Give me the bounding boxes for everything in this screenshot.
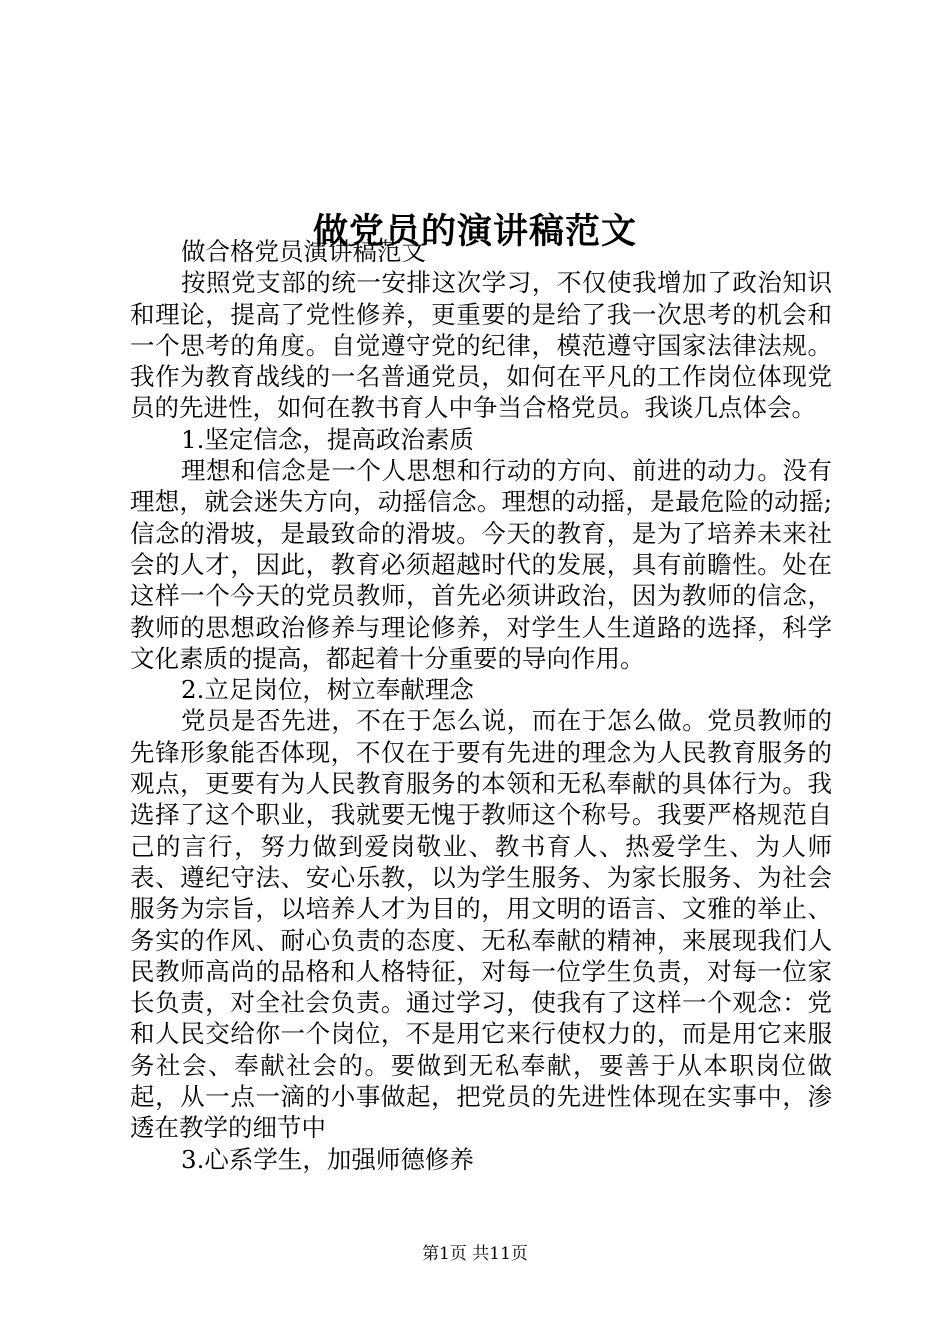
intro-paragraph: 按照党支部的统一安排这次学习，不仅使我增加了政治知识和理论，提高了党性修养，更重要的是给了我一次思考的机会和一个思考的角度。自觉遵守党的纪律，模范遵守国家法律法规。我作为教育战线的一名普通党员，如何在平凡的工作岗位体现党员的先进性，如何在教书育人中争当合格党员。我谈几点体会。 [130, 268, 832, 423]
section-1-paragraph: 理想和信念是一个人思想和行动的方向、前进的动力。没有理想，就会迷失方向，动摇信念。理想的动摇，是最危险的动摇;信念的滑坡，是最致命的滑坡。今天的教育，是为了培养未来社会的人才，因此，教育必须超越时代的发展，具有前瞻性。处在这样一个今天的党员教师，首先必须讲政治，因为教师的信念，教师的思想政治修养与理论修养，对学生人生道路的选择，科学文化素质的提高，都起着十分重要的导向作用。 [130, 456, 832, 673]
section-2-paragraph: 党员是否先进，不在于怎么说，而在于怎么做。党员教师的先锋形象能否体现，不仅在于要有先进的理念为人民教育服务的观点，更要有为人民教育服务的本领和无私奉献的具体行为。我选择了这个职业，我就要无愧于教师这个称号。我要严格规范自己的言行，努力做到爱岗敬业、教书育人、热爱学生、为人师表、遵纪守法、安心乐教，以为学生服务、为家长服务、为社会服务为宗旨，以培养人才为目的，用文明的语言、文雅的举止、务实的作风、耐心负责的态度、无私奉献的精神，来展现我们人民教师高尚的品格和人格特征，对每一位学生负责，对每一位家长负责，对全社会负责。通过学习，使我有了这样一个观念：党和人民交给你一个岗位，不是用它来行使权力的，而是用它来服务社会、奉献社会的。要做到无私奉献，要善于从本职岗位做起，从一点一滴的小事做起，把党员的先进性体现在实事中，渗透在教学的细节中 [130, 706, 832, 1143]
section-heading-3: 3.心系学生，加强师德修养 [181, 1144, 474, 1174]
page-title: 做党员的演讲稿范文 [312, 211, 637, 253]
subtitle-paragraph: 做合格党员演讲稿范文 [181, 237, 426, 266]
section-heading-1: 1.坚定信念，提高政治素质 [181, 424, 474, 454]
section-heading-2: 2.立足岗位，树立奉献理念 [181, 675, 474, 705]
page-number-footer: 第1页 共11页 [422, 1244, 528, 1264]
document-body [130, 236, 832, 1175]
